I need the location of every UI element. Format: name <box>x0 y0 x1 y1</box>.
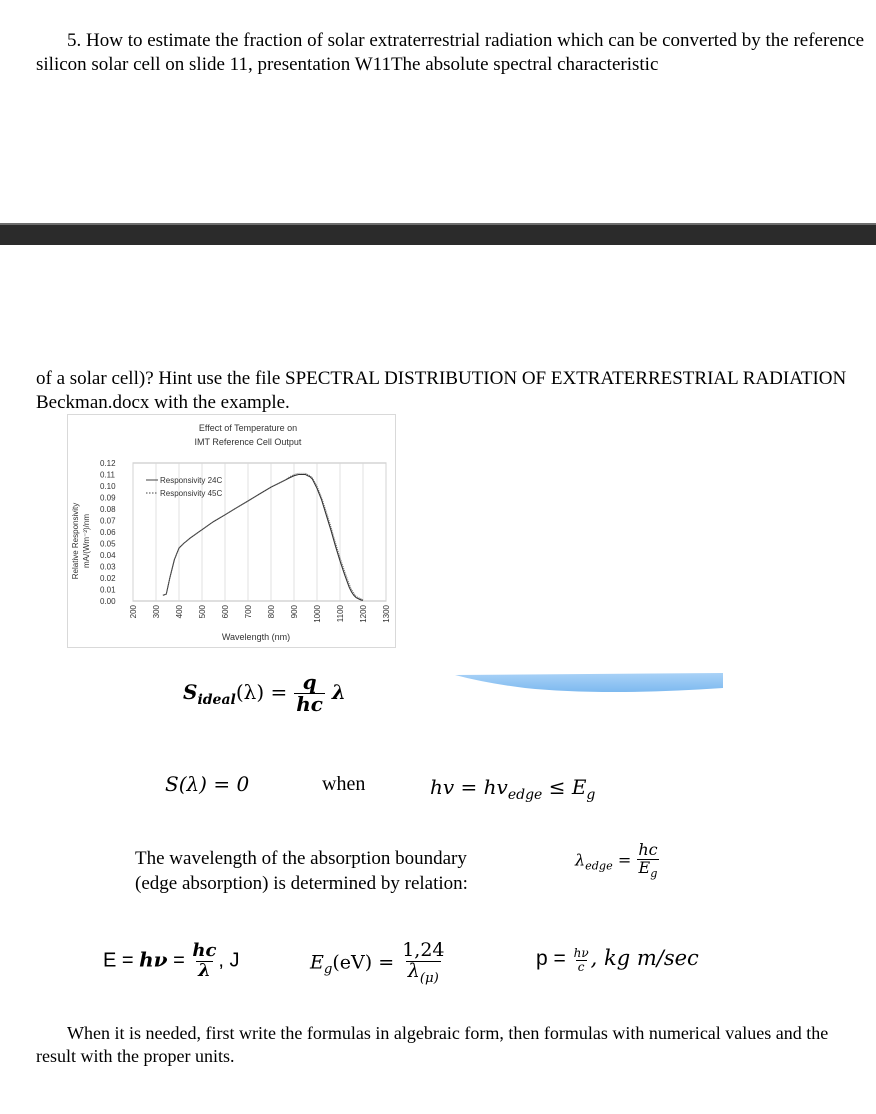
chart-x-tick-label: 900 <box>290 605 299 619</box>
question-text-part2: of a solar cell)? Hint use the file SPECTRAL DISTRIBUTION OF EXTRATERRESTRIAL RADIATION Beckman.docx with the example. <box>36 368 847 413</box>
question-text-part1: 5. How to estimate the fraction of solar extraterrestrial radiation which can be converted by the reference silicon solar cell on slide 11, presentation W11The absolute spectral characteristic <box>36 30 865 75</box>
s-ideal-denominator: hc <box>296 692 323 716</box>
chart-x-tick-label: 700 <box>244 605 253 619</box>
chart-x-tick-label: 200 <box>129 605 138 619</box>
momentum-denominator: c <box>577 959 585 974</box>
energy-eq: = <box>167 949 191 972</box>
energy-numerator: hc <box>192 940 217 961</box>
chart-title-line2: IMT Reference Cell Output <box>194 437 302 447</box>
s-ideal-numerator: q <box>302 670 317 694</box>
chart-y-tick-label: 0.05 <box>100 539 116 549</box>
momentum-numerator: hν <box>573 946 589 961</box>
eg-ev-lhs: E <box>310 951 324 974</box>
eg-ev-formula <box>310 941 447 986</box>
lambda-edge-lhs: λ <box>575 850 586 870</box>
chart-y-tick-label: 0.03 <box>100 562 116 572</box>
description-line1: The wavelength of the absorption boundary <box>135 848 467 869</box>
eg-ev-sub: g <box>323 962 333 978</box>
chart-x-tick-label: 1100 <box>336 605 345 623</box>
eg-ev-numerator: 1,24 <box>402 939 445 961</box>
s-ideal-arg: (λ) = <box>235 680 288 704</box>
eg-ev-arg: (eV) = <box>332 951 395 974</box>
chart-title-line1: Effect of Temperature on <box>198 423 298 433</box>
absorption-description <box>135 846 468 896</box>
blue-highlight-shape <box>455 672 723 694</box>
edge-condition-part-a: hv = hv <box>430 775 508 799</box>
legend-label-24c: Responsivity 24C <box>160 476 223 485</box>
edge-condition-sub2: g <box>586 787 596 803</box>
chart-y-tick-label: 0.01 <box>100 585 116 595</box>
s-ideal-tail: λ <box>331 680 346 704</box>
lambda-edge-numerator: hc <box>638 840 658 859</box>
s-ideal-lhs: S <box>183 680 198 704</box>
chart-y-tick-label: 0.12 <box>100 459 116 468</box>
momentum-lhs: p = <box>536 947 572 970</box>
energy-tail: , J <box>218 949 240 972</box>
s-ideal-formula <box>183 672 346 715</box>
edge-condition-formula <box>430 775 595 803</box>
edge-condition-part-b: ≤ E <box>542 775 587 799</box>
legend-label-45c: Responsivity 45C <box>160 489 223 498</box>
lambda-edge-denominator: E <box>638 857 651 877</box>
eg-ev-denominator: λ <box>407 959 420 982</box>
chart-x-tick-label: 400 <box>175 605 184 619</box>
chart-x-tick-label: 1200 <box>359 605 368 623</box>
chart-ylabel-line1: Relative Responsivity <box>71 502 80 580</box>
chart-x-tick-label: 800 <box>267 605 276 619</box>
footer-instructions: When it is needed, first write the formulas in algebraic form, then formulas with numerical values and the result with the proper units. <box>36 1023 829 1066</box>
responsivity-chart <box>67 414 396 648</box>
eg-ev-den-sub: (μ) <box>419 970 439 986</box>
momentum-formula <box>536 946 699 973</box>
energy-lhs: E = <box>103 949 140 972</box>
description-line2: (edge absorption) is determined by relation: <box>135 873 468 894</box>
chart-y-tick-label: 0.08 <box>100 505 116 514</box>
lambda-edge-den-sub: g <box>650 866 658 880</box>
chart-x-tick-label: 600 <box>221 605 230 619</box>
chart-x-tick-label: 500 <box>198 605 207 619</box>
responsivity-chart-svg <box>68 415 395 647</box>
energy-formula <box>103 942 240 981</box>
edge-condition-sub: edge <box>507 787 543 803</box>
chart-y-tick-label: 0.00 <box>100 597 116 606</box>
chart-y-tick-label: 0.07 <box>100 516 116 526</box>
chart-y-tick-label: 0.04 <box>100 551 116 560</box>
s-zero-formula: S(λ) = 0 <box>165 772 250 796</box>
momentum-tail: , kg m/sec <box>590 946 699 970</box>
dark-separator-band <box>0 223 876 245</box>
chart-ylabel-line2: mA/(Wm⁻²)/nm <box>82 514 91 568</box>
energy-hv: hν <box>139 947 168 972</box>
chart-y-tick-label: 0.10 <box>100 482 116 491</box>
chart-x-tick-label: 300 <box>152 605 161 619</box>
lambda-edge-sub: edge <box>585 859 613 873</box>
chart-y-tick-label: 0.02 <box>100 574 116 583</box>
chart-y-tick-label: 0.11 <box>100 470 115 480</box>
chart-x-tick-label: 1000 <box>313 605 322 623</box>
chart-xlabel: Wavelength (nm) <box>221 632 291 642</box>
when-word: when <box>322 773 366 795</box>
s-ideal-sub: ideal <box>197 692 236 708</box>
chart-y-tick-label: 0.09 <box>100 493 116 503</box>
chart-x-tick-label: 1300 <box>382 605 391 623</box>
chart-y-tick-label: 0.06 <box>100 528 116 537</box>
lambda-edge-eq: = <box>617 850 632 870</box>
lambda-edge-formula <box>575 842 660 880</box>
energy-denominator: λ <box>198 959 211 981</box>
